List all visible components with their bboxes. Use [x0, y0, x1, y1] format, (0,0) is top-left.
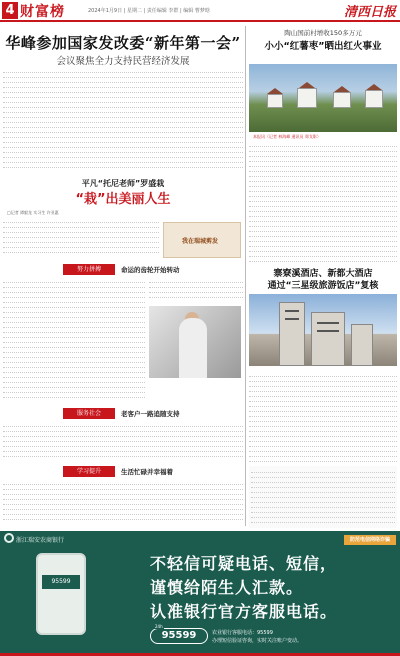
phone-screen-number: 95599	[42, 575, 80, 589]
section-2-text	[3, 422, 243, 462]
roof-shape	[267, 88, 283, 94]
feature-kicker: 平凡“托尼老师”罗盛栽	[81, 179, 165, 188]
right-story-headline: 小小“红薯枣”晒出红火事业	[264, 41, 382, 52]
roof-shape	[366, 84, 382, 90]
hotel-headline-line1: 寨寮溪酒店、新都大酒店	[273, 269, 373, 279]
hotline-24h-tag: 24h	[155, 624, 163, 629]
notice-text	[251, 468, 395, 526]
village-photo	[249, 64, 397, 132]
anti-fraud-ribbon: 防范电信网络诈骗	[344, 535, 396, 545]
house-shape	[297, 88, 317, 108]
bank-advertisement	[0, 531, 400, 653]
book-cover-image	[163, 222, 241, 258]
section-tag: 努力拼搏	[63, 264, 115, 275]
hotline-note: 办理短信验证咨询，实时关注账户变动。	[212, 638, 303, 644]
feature-intro-text	[3, 218, 159, 258]
roof-shape	[299, 82, 315, 88]
hotel-story-headline	[249, 268, 397, 292]
right-story-dateline: 本报讯（记者 林海峰 通讯员 郑戈影）	[253, 134, 321, 139]
bank-logo-icon	[4, 533, 14, 543]
section-tag: 学习提升	[63, 466, 115, 477]
hotel-photo	[249, 294, 397, 366]
hotel-headline-line2: 通过“三星级旅游饭店”复核	[267, 281, 379, 291]
hotel-tower	[351, 324, 373, 366]
section-title: 生活忙碌并幸福着	[121, 468, 173, 476]
page-number: 4	[2, 2, 18, 19]
ad-slogan-line3: 认准银行官方客服电话。	[150, 602, 338, 621]
house-shape	[333, 92, 351, 108]
section-1-text	[3, 278, 145, 402]
hotel-window	[317, 322, 339, 324]
house-shape	[267, 94, 283, 108]
hotel-story-text	[249, 372, 397, 462]
hotel-window	[285, 318, 299, 320]
section-bar-1	[63, 264, 243, 275]
hotel-window	[285, 310, 299, 312]
section-title: 老客户一路追随支持	[121, 410, 180, 418]
house-shape	[365, 90, 383, 108]
masthead-logo: 清西日报	[343, 5, 396, 20]
hotline-badge: 95599	[150, 628, 208, 644]
feature-headline: “栽”出美丽人生	[75, 192, 171, 207]
section-bar-3	[63, 466, 243, 477]
section-3-text	[3, 480, 243, 526]
right-story-subheadline: 陶山国前村增收150多万元	[284, 29, 362, 37]
section-bar-2	[63, 408, 243, 419]
notice-box	[249, 466, 397, 528]
bank-name: 浙江瑞安农商银行	[16, 537, 65, 544]
ad-slogan-line2: 谨慎给陌生人汇款。	[150, 578, 304, 597]
right-column	[249, 26, 397, 528]
book-cover-label: 我在瑞城剪发	[182, 238, 219, 245]
hotel-window	[317, 330, 339, 332]
phone-illustration	[36, 553, 86, 635]
left-column	[3, 26, 243, 528]
page-header	[0, 0, 400, 22]
hotel-tower	[311, 312, 345, 366]
right-story-text	[249, 142, 397, 262]
issue-meta: 2024年1月9日 | 星期二 | 责任编辑 李群 | 编辑 曹梦晗	[88, 8, 210, 14]
section-tag: 服务社会	[63, 408, 115, 419]
portrait-photo	[149, 306, 241, 378]
portrait-body	[179, 318, 207, 378]
ad-slogan-line1: 不轻信可疑电话、短信，	[150, 554, 338, 573]
section-1-text-right	[149, 278, 243, 302]
section-title: 财富榜	[20, 4, 65, 20]
section-title: 命运的齿轮开始转动	[121, 266, 180, 274]
lead-body-text	[3, 68, 243, 172]
roof-shape	[334, 86, 350, 92]
feature-byline: □记者 谭毅龙 实习生 许亚惠	[7, 210, 59, 215]
column-divider	[245, 26, 246, 526]
lead-headline: 华峰参加国家发改委“新年第一会”	[5, 34, 241, 52]
hotline-label: 农业银行客服电话：95599	[212, 630, 273, 636]
lead-subheadline: 会议聚焦全力支持民营经济发展	[56, 56, 190, 67]
